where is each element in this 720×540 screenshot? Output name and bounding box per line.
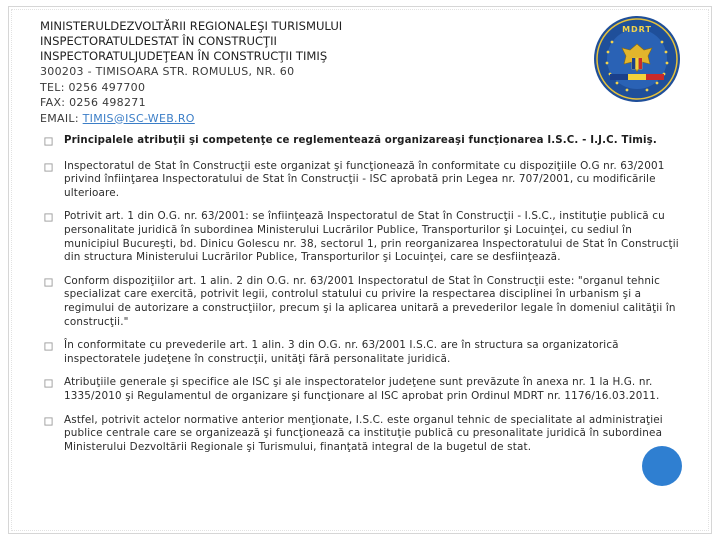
bullet-text: Potrivit art. 1 din O.G. nr. 63/2001: se înfiinţează Inspectoratul de Stat în Construcţii - I.S.C., instituţie publică cu personalitate juridică în subordinea Ministerului Lucrărilor Publice, Transporturilor şi Locuinţei, cu sediul în municipiul Bucureşti, bd. Dinicu Golescu nr. 38, sectorul 1, prin reorganizarea Inspectoratului de Stat în Construcţii din structura Ministerului Lucrărilor Publice, Transporturilor şi Locuinţei, care se desfiinţează.	[64, 210, 679, 264]
telephone: TEL: 0256 497700	[40, 80, 146, 94]
list-item	[44, 414, 680, 455]
bullet-list	[44, 134, 680, 464]
address: 300203 - TIMISOARA STR. ROMULUS, NR. 60	[40, 65, 295, 78]
bullet-text: În conformitate cu prevederile art. 1 alin. 3 din O.G. nr. 63/2001 I.S.C. are în structura sa organizatorică inspectoratele judeţene în construcţii, unităţi fără personalitate juridică.	[64, 339, 619, 365]
email-label: EMAIL:	[40, 111, 83, 125]
bullet-text: Astfel, potrivit actelor normative anterior menţionate, I.S.C. este organul tehnic de specialitate al administraţiei publice centrale care se organizează şi funcţionează ca instituţie publică cu presonalitate juridică în subordinea Ministerului Dezvoltării Regionale şi Turismului, finanţată integral de la bugetul de stat.	[64, 413, 663, 453]
bullet-square-icon	[44, 137, 53, 146]
list-item	[44, 275, 680, 329]
bullet-square-icon	[44, 342, 53, 351]
list-item	[44, 376, 680, 403]
logo-text: MDRT	[622, 25, 652, 34]
list-item	[44, 210, 680, 264]
email-link[interactable]: TIMIS@ISC-WEB.RO	[82, 111, 195, 125]
bullet-square-icon	[44, 379, 53, 388]
bullet-square-icon	[44, 417, 53, 426]
list-item	[44, 339, 680, 366]
bullet-text: Principalele atribuţii şi competenţe ce reglementează organizareaşi funcţionarea I.S.C. - I.J.C. Timiş.	[64, 135, 657, 146]
bullet-text: Atribuţiile generale şi specifice ale ISC şi ale inspectoratelor judeţene sunt prevăzute în anexa nr. 1 la H.G. nr. 1335/2010 şi Regulamentul de organizare şi funcţionare al ISC aprobat prin Ordinul MDRT nr. 1176/16.03.2011.	[64, 376, 660, 402]
header-block	[40, 19, 600, 126]
slide-nav-button[interactable]	[642, 446, 682, 486]
bullet-text: Inspectoratul de Stat în Construcţii este organizat şi funcţionează în conformitate cu dispoziţiile O.G nr. 63/2001 privind înfiinţarea Inspectoratului de Stat în Construcţii - ISC aprobată prin Legea nr. 707/2001, cu modificările ulterioare.	[64, 159, 665, 199]
bullet-square-icon	[44, 213, 53, 222]
fax: FAX: 0256 498271	[40, 96, 146, 109]
state-inspectorate-name: INSPECTORATULDESTAT ÎN CONSTRUCŢII	[40, 34, 277, 48]
bullet-square-icon	[44, 163, 53, 172]
list-item	[44, 160, 680, 201]
email-line	[40, 111, 600, 127]
mdrt-logo	[592, 14, 682, 104]
bullet-text: Conform dispoziţiilor art. 1 alin. 2 din O.G. nr. 63/2001 Inspectoratul de Stat în Construcţii este: "organul tehnic specializat care exercită, potrivit legii, controlul statului cu privire la respectarea disciplinei în urbanism şi a regimului de autorizare a construcţiilor, precum şi la aplicarea unitară a prevederilor legale în domeniul calităţii în construcţii."	[64, 274, 676, 328]
bullet-square-icon	[44, 278, 53, 287]
list-item	[44, 134, 680, 148]
ministry-name: MINISTERULDEZVOLTĂRII REGIONALEŞI TURISMULUI	[40, 19, 343, 33]
county-inspectorate-name: INSPECTORATULJUDEŢEAN ÎN CONSTRUCŢII TIMIŞ	[40, 49, 328, 63]
